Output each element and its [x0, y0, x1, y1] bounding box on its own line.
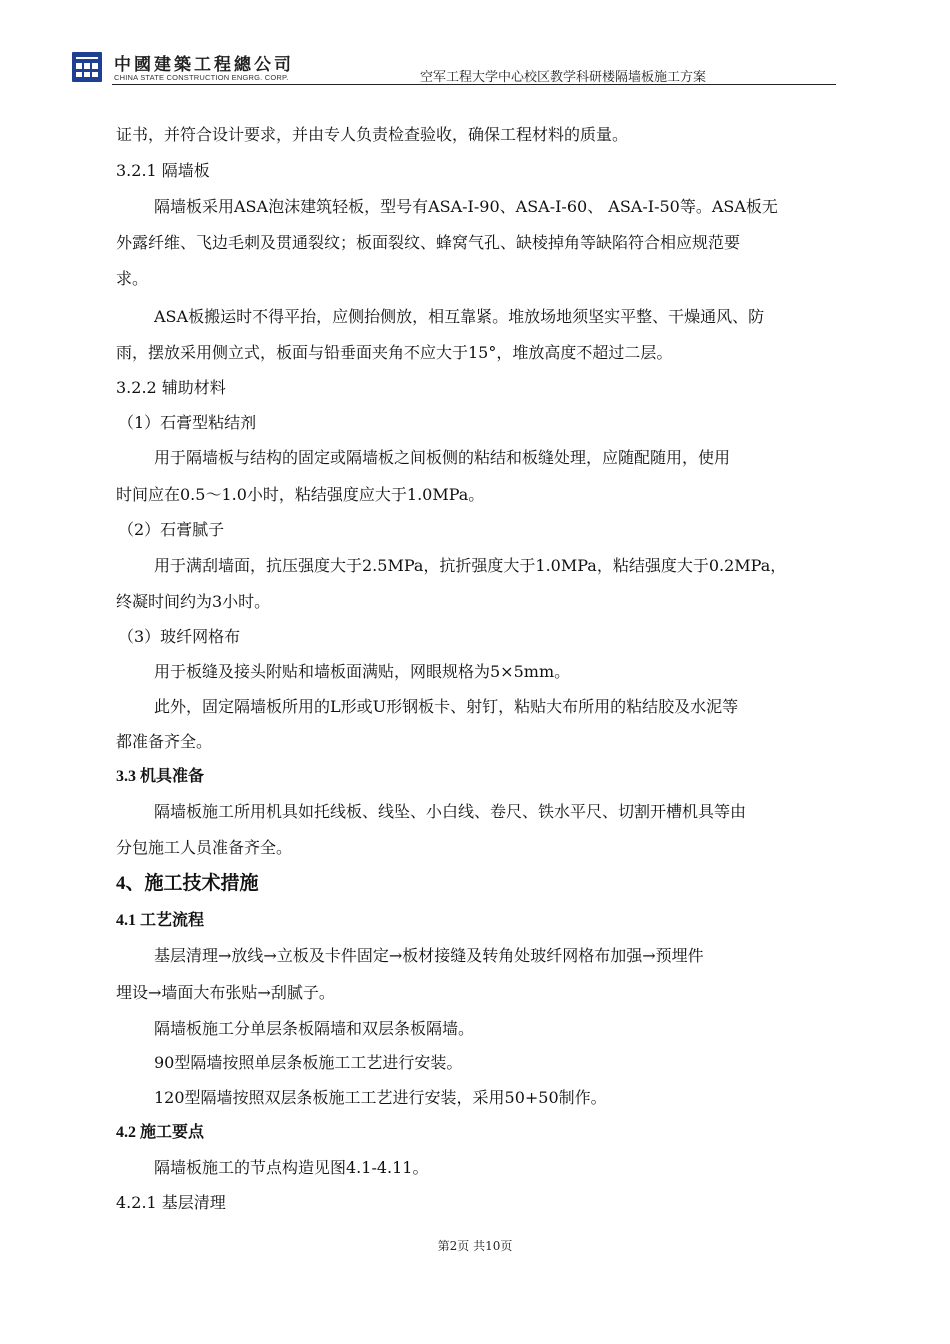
section-heading: 4.2 施工要点	[116, 1124, 205, 1141]
list-item-heading: （2）石膏腻子	[118, 520, 225, 539]
chapter-heading: 4、施工技术措施	[116, 873, 259, 894]
paragraph-line: 隔墙板施工所用机具如托线板、线坠、小白线、卷尺、铁水平尺、切割开槽机具等由	[154, 802, 747, 821]
list-item-heading: （3）玻纤网格布	[118, 627, 241, 646]
paragraph-line: 基层清理→放线→立板及卡件固定→板材接缝及转角处玻纤网格布加强→预埋件	[154, 946, 704, 965]
section-heading: 3.2.2 辅助材料	[116, 378, 226, 397]
paragraph-line: 都准备齐全。	[116, 732, 213, 751]
paragraph-line: 用于隔墙板与结构的固定或隔墙板之间板侧的粘结和板缝处理，应随配随用，使用	[154, 448, 731, 467]
paragraph-line: 埋设→墙面大布张贴→刮腻子。	[116, 983, 335, 1002]
company-name-cn: 中國建築工程總公司	[114, 55, 294, 75]
paragraph-line: 终凝时间约为3小时。	[116, 592, 271, 611]
paragraph-line: 90型隔墙按照单层条板施工工艺进行安装。	[154, 1053, 463, 1072]
paragraph-line: 证书，并符合设计要求，并由专人负责检查验收，确保工程材料的质量。	[116, 125, 629, 144]
paragraph-line: ASA板搬运时不得平抬，应侧抬侧放，相互靠紧。堆放场地须坚实平整、干燥通风、防	[154, 307, 765, 326]
page-header	[0, 0, 950, 90]
paragraph-line: 隔墙板施工分单层条板隔墙和双层条板隔墙。	[154, 1019, 475, 1038]
cscec-logo-icon	[72, 52, 102, 82]
paragraph-line: 此外，固定隔墙板所用的L形或U形钢板卡、射钉，粘贴大布所用的粘结胶及水泥等	[154, 697, 739, 716]
section-heading: 4.2.1 基层清理	[116, 1193, 226, 1212]
list-item-heading: （1）石膏型粘结剂	[118, 413, 257, 432]
paragraph-line: 用于板缝及接头附贴和墙板面满贴，网眼规格为5×5mm。	[154, 662, 571, 681]
paragraph-line: 求。	[116, 269, 149, 288]
paragraph-line: 隔墙板采用ASA泡沫建筑轻板，型号有ASA-I-90、ASA-I-60、 ASA-I-50等。ASA板无	[154, 197, 778, 216]
paragraph-line: 用于满刮墙面，抗压强度大于2.5MPa，抗折强度大于1.0MPa，粘结强度大于0.2MPa，	[154, 556, 787, 575]
page-number: 第2页 共10页	[437, 1239, 513, 1253]
section-heading: 3.2.1 隔墙板	[116, 161, 210, 180]
header-divider	[112, 84, 836, 85]
paragraph-line: 隔墙板施工的节点构造见图4.1-4.11。	[154, 1158, 429, 1177]
paragraph-line: 时间应在0.5～1.0小时，粘结强度应大于1.0MPa。	[116, 485, 485, 504]
paragraph-line: 120型隔墙按照双层条板施工工艺进行安装，采用50+50制作。	[154, 1088, 607, 1107]
paragraph-line: 分包施工人员准备齐全。	[116, 838, 293, 857]
paragraph-line: 雨，摆放采用侧立式，板面与铅垂面夹角不应大于15°，堆放高度不超过二层。	[116, 343, 673, 362]
section-heading: 4.1 工艺流程	[116, 912, 205, 929]
paragraph-line: 外露纤维、飞边毛刺及贯通裂纹；板面裂纹、蜂窝气孔、缺棱掉角等缺陷符合相应规范要	[116, 233, 741, 252]
section-heading: 3.3 机具准备	[116, 768, 205, 785]
document-title: 空军工程大学中心校区教学科研楼隔墙板施工方案	[420, 70, 707, 85]
company-name-en: CHINA STATE CONSTRUCTION ENGRG. CORP.	[114, 73, 289, 82]
